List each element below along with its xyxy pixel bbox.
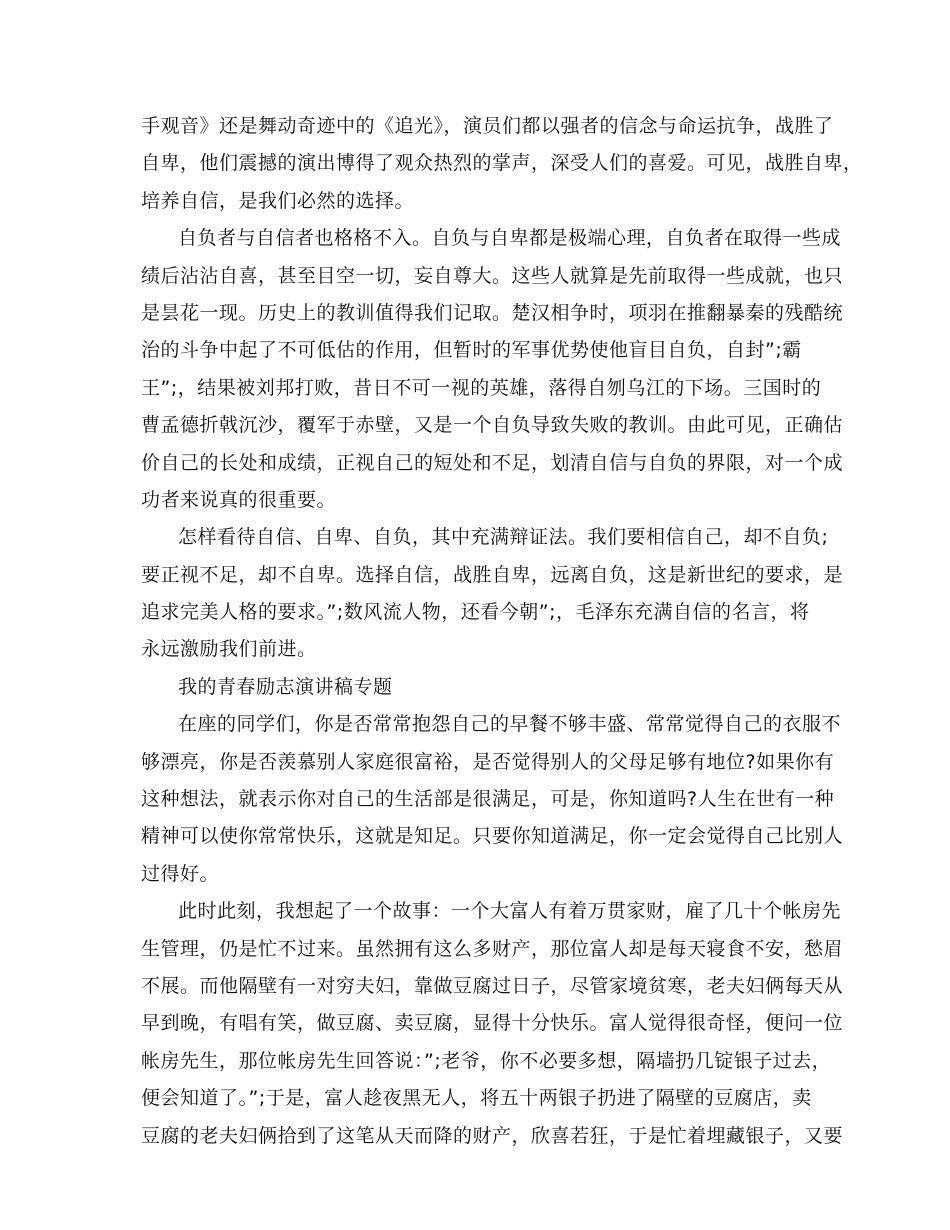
paragraph-start-line: 在座的同学们，你是否常常抱怨自己的早餐不够丰盛、常常觉得自己的衣服不	[178, 713, 842, 736]
text-line: 帐房先生，那位帐房先生回答说：”;老爷，你不必要多想，隔墙扔几锭银子过去，	[141, 1049, 832, 1072]
text-line: 是昙花一现。历史上的教训值得我们记取。楚汉相争时，项羽在推翻暴秦的残酷统	[141, 301, 844, 324]
text-line: 培养自信，是我们必然的选择。	[141, 189, 415, 212]
text-line: 价自己的长处和成绩，正视自己的短处和不足，划清自信与自负的界限，对一个成	[141, 451, 844, 474]
text-line: 豆腐的老夫妇俩拾到了这笔从天而降的财产，欣喜若狂，于是忙着埋藏银子，又要	[141, 1124, 844, 1147]
text-line: 够漂亮，你是否羡慕别人家庭很富裕，是否觉得别人的父母足够有地位?如果你有	[141, 750, 835, 773]
text-line: 早到晚，有唱有笑，做豆腐、卖豆腐，显得十分快乐。富人觉得很奇怪，便问一位	[141, 1012, 844, 1035]
text-line: 追求完美人格的要求。”;数风流人物，还看今朝”;，毛泽东充满自信的名言，将	[141, 601, 810, 624]
text-line: 曹孟德折戟沉沙，覆军于赤壁，又是一个自负导致失败的教训。由此可见，正确估	[141, 414, 844, 437]
text-line: 永远激励我们前进。	[141, 638, 317, 661]
text-line: 过得好。	[141, 862, 220, 885]
text-line: 便会知道了。”;于是，富人趁夜黑无人，将五十两银子扔进了隔壁的豆腐店，卖	[141, 1087, 812, 1110]
text-line: 治的斗争中起了不可低估的作用，但暂时的军事优势使他盲目自负，自封”;霸	[141, 339, 802, 362]
text-line: 精神可以使你常常快乐，这就是知足。只要你知道满足，你一定会觉得自己比别人	[141, 825, 844, 848]
text-line: 要正视不足，却不自卑。选择自信，战胜自卑，远离自负，这是新世纪的要求，是	[141, 563, 844, 586]
paragraph-start-line: 自负者与自信者也格格不入。自负与自卑都是极端心理，自负者在取得一些成	[178, 227, 842, 250]
paragraph-start-line: 此时此刻，我想起了一个故事：一个大富人有着万贯家财，雇了几十个帐房先	[178, 900, 842, 923]
text-line: 不展。而他隔壁有一对穷夫妇，靠做豆腐过日子，尽管家境贫寒，老夫妇俩每天从	[141, 974, 844, 997]
text-line: 绩后沾沾自喜，甚至目空一切，妄自尊大。这些人就算是先前取得一些成就，也只	[141, 264, 844, 287]
text-line: 王”;，结果被刘邦打败，昔日不可一视的英雄，落得自刎乌江的下场。三国时的	[141, 376, 822, 399]
text-line: 这种想法，就表示你对自己的生活部是很满足，可是，你知道吗?人生在世有一种	[141, 788, 835, 811]
section-heading: 我的青春励志演讲稿专题	[178, 675, 393, 698]
text-line: 生管理，仍是忙不过来。虽然拥有这么多财产，那位富人却是每天寝食不安，愁眉	[141, 937, 844, 960]
document-body	[141, 108, 863, 1155]
text-line: 功者来说真的很重要。	[141, 488, 337, 511]
text-line: 手观音》还是舞动奇迹中的《追光》，演员们都以强者的信念与命运抗争，战胜了	[141, 115, 834, 137]
text-line: 自卑，他们震撼的演出博得了观众热烈的掌声，深受人们的喜爱。可见，战胜自卑，	[141, 152, 863, 175]
paragraph-start-line: 怎样看待自信、自卑、自负，其中充满辩证法。我们要相信自己，却不自负;	[178, 526, 829, 549]
